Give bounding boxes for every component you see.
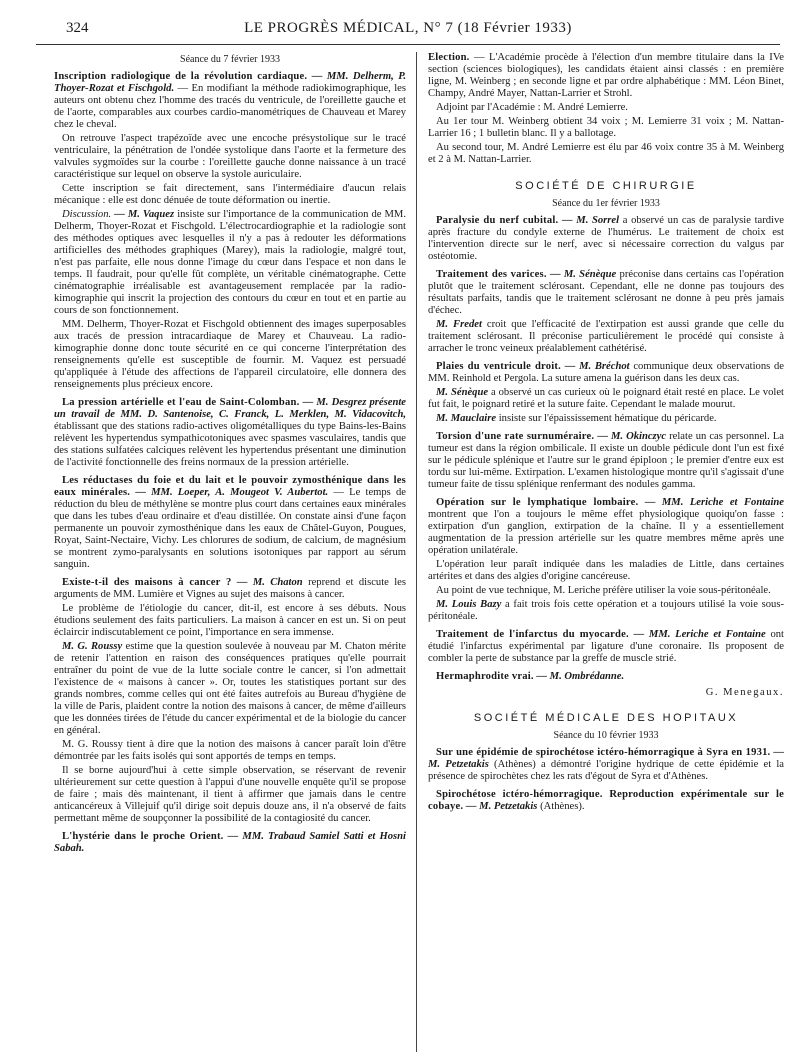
article-text: relate un cas personnel. La tumeur est dans la région ombilicale. Il existe un double pédicule dont l'un est fixé sur le pédicule splénique et l'autre sur le grand épiploon ; le premier d'entre eux est tordu sur lui-même. Extirpation. L'examen histologique montre qu'il s'agissait d'une tumeur faite de tissu splénique renfermant des nodules gamma. xyxy=(428,431,784,490)
paragraph-author: M. Louis Bazy xyxy=(436,599,502,610)
paragraph-author: M. G. Roussy xyxy=(62,641,123,652)
article-authors: — MM. Delherm, P. Thoyer-Rozat et Fischgold. xyxy=(54,71,406,94)
article-authors: — M. Desgrez présente un travail de MM. D. Santenoise, C. Franck, L. Merklen, M. Vidacovitch, xyxy=(54,397,406,420)
left-column xyxy=(54,52,406,1057)
paragraph: MM. Delherm, Thoyer-Rozat et Fischgold obtiennent des images superposables aux tracés de pression intracardiaque de Marey et Chauveau. La radio-kimographie donne donc toute sécurité en ce qui concerne l'interprétation des renseignements qu'elle est susceptible de fournir. M. Vaquez est persuadé qu'appliquée à l'étude des affections de l'appareil circulatoire, elle donnera des renseignements plus précieux encore. xyxy=(54,319,406,390)
article-title: Election. xyxy=(428,52,470,63)
article-spirochetose-syra xyxy=(428,747,784,783)
session-date: Séance du 7 février 1933 xyxy=(180,54,280,65)
paragraph: Au second tour, M. André Lemierre est élu par 46 voix contre 35 à M. Weinberg et 2 à M. Nattan-Larrier. xyxy=(428,142,784,165)
paragraph xyxy=(428,319,784,355)
page-header xyxy=(36,16,780,45)
article-text: ont étudié l'infarctus expérimental par ligature d'une coronaire. Ils proposent de combler la perte de substance par la greffe de muscle strié. xyxy=(428,629,784,664)
article-authors: — MM. Leriche et Fontaine xyxy=(633,629,766,640)
article-text: — En modifiant la méthode radiokimographique, les auteurs ont obtenu chez l'homme des tracés du ventricule, de l'oreillette gauche et de l'aorte, comparables aux courbes cardio-manométriques de Chauveau et Marey chez le cheval. xyxy=(54,83,406,130)
article-text: établissant que des stations radio-actives oligométalliques du type Bains-les-Bains relèvent les hypertendus sympathicotoniques avec spasmes vasculaires, tandis que des stations sulfatées calciques relèvent les hypertendus présentant une diminution de l'activité fonctionnelle des freins normaux de la pression artérielle. xyxy=(54,421,406,468)
paragraph-text: insiste sur l'épaississement hématique du péricarde. xyxy=(498,413,717,424)
paragraph-text: croit que l'efficacité de l'extirpation est aussi grande que celle du traitement sclérosant. Il préconise particulièrement le procédé qui consiste à arracher le tronc veineux préalablement cathétérisé. xyxy=(428,319,784,354)
article-title: Paralysie du nerf cubital. xyxy=(436,215,559,226)
article-authors: — MM. Leriche et Fontaine xyxy=(644,497,784,508)
paragraph-author: M. Fredet xyxy=(436,319,482,330)
article-title: Torsion d'une rate surnuméraire. xyxy=(436,431,595,442)
page-number: 324 xyxy=(66,20,89,36)
signature: G. Menegaux. xyxy=(705,687,784,698)
article-authors: — M. Petzetakis xyxy=(465,801,538,812)
article-text: — L'Académie procède à l'élection d'un membre titulaire dans la IVe section (sciences biologiques), les candidats étaient ainsi classés : en première ligne, M. Weinberg ; en seconde ligne et par ordre alphabétique : MM. Léon Binet, Champy, André Mayer, Nattan-Larrier et Strohl. xyxy=(428,52,784,99)
article-varices xyxy=(428,269,784,317)
paragraph-text: a observé un cas curieux où le poignard était resté en place. Le volet fut fait, le poignard retiré et la suture faite. Cependant le malade mourut. xyxy=(428,387,784,410)
article-lymphatique xyxy=(428,497,784,557)
article-title: Inscription radiologique de la révolution cardiaque. xyxy=(54,71,308,82)
article-title: Spirochétose ictéro-hémorragique. Reproduction expérimentale sur le cobaye. xyxy=(428,789,784,812)
article-spirochetose-cobaye xyxy=(428,789,784,813)
article-title: La pression artérielle et l'eau de Saint-Colomban. xyxy=(62,397,300,408)
article-torsion-rate xyxy=(428,431,784,491)
paragraph: Au point de vue technique, M. Leriche préfère utiliser la voie sous-péritonéale. xyxy=(436,585,771,596)
paragraph xyxy=(54,641,406,737)
article-plaies-ventricule xyxy=(428,361,784,385)
paragraph xyxy=(428,387,784,411)
article-title: L'hystérie dans le proche Orient. xyxy=(62,831,224,842)
article-text: reprend et discute les arguments de MM. Lumière et Vignes au sujet des maisons à cancer. xyxy=(54,577,406,600)
article-hysterie xyxy=(54,831,406,855)
paragraph-text: a fait trois fois cette opération et a toujours utilisé la voie sous-péritonéale. xyxy=(428,599,784,622)
discussion xyxy=(54,209,406,317)
article-text: (Athènes). xyxy=(540,801,585,812)
article-authors: — M. Sénèque xyxy=(549,269,617,280)
article-election xyxy=(428,52,784,100)
discussion-author: — M. Vaquez xyxy=(114,209,175,220)
paragraph-author: M. Mauclaire xyxy=(436,413,497,424)
article-authors: — M. Chaton xyxy=(236,577,303,588)
article-maisons-cancer xyxy=(54,577,406,601)
section-heading-hopitaux: SOCIÉTÉ MÉDICALE DES HOPITAUX xyxy=(473,712,739,724)
article-authors: — M. Sorrel xyxy=(562,215,620,226)
section-heading-chirurgie: SOCIÉTÉ DE CHIRURGIE xyxy=(515,180,697,192)
article-title: Traitement des varices. xyxy=(436,269,547,280)
article-title: Les réductases du foie et du lait et le pouvoir zymosthénique dans les eaux minérales. xyxy=(54,475,406,498)
column-divider xyxy=(416,52,417,1052)
article-authors: — M. Okinczyc xyxy=(597,431,667,442)
right-column xyxy=(428,52,784,1057)
paragraph xyxy=(428,413,784,425)
article-title: Sur une épidémie de spirochétose ictéro-hémorragique à Syra en 1931. xyxy=(436,747,771,758)
article-authors: — M. Petzetakis xyxy=(428,747,784,770)
paragraph: Le problème de l'étiologie du cancer, dit-il, est encore à ses débuts. Nous étudions seulement des faits particuliers. La maison à cancer en est un. Si on peut éclaircir indiscutablement ce point, l'importance en sera immense. xyxy=(54,603,406,638)
article-authors: — M. Bréchot xyxy=(564,361,630,372)
article-text: — Le temps de réduction du bleu de méthylène se montre plus court dans certaines eaux minérales que dans les tubes d'eau ordinaire et d'eau distillée. On constate ainsi d'une façon permanente un pouvoir zymosthénique dans les eaux de Châtel-Guyon, Pougues, Royat, Saint-Nectaire, Vichy. Les chlorures de sodium, de calcium, de magnésium se montrent zymo-paralysants en solutions isotoniques par rapport au sérum sanguin. xyxy=(54,487,406,570)
session-date: Séance du 10 février 1933 xyxy=(553,730,659,741)
session-date: Séance du 1er février 1933 xyxy=(552,198,660,209)
article-text: préconise dans certains cas l'opération plutôt que le traitement sclérosant. Cependant, elle ne donne pas toujours des résultats parfaits, tandis que le traitement sclérosant ne donne à peu près jamais d'échec. xyxy=(428,269,784,316)
paragraph xyxy=(428,599,784,623)
article-authors: — MM. Trabaud Samiel Satti et Hosni Sabah. xyxy=(54,831,406,854)
article-title: Existe-t-il des maisons à cancer ? xyxy=(62,577,232,588)
article-saint-colomban xyxy=(54,397,406,469)
article-title: Traitement de l'infarctus du myocarde. xyxy=(436,629,629,640)
article-text: (Athènes) a démontré l'origine hydrique de cette épidémie et la présence de spirochètes chez les rats d'égout de Syra et d'Athènes. xyxy=(428,759,784,782)
paragraph: M. G. Roussy tient à dire que la notion des maisons à cancer paraît loin d'être démontrée par les faits isolés qui sont apportés de temps en temps. xyxy=(54,739,406,762)
article-radiologique xyxy=(54,71,406,131)
paragraph: Il se borne aujourd'hui à cette simple observation, se réservant de revenir ultérieurement sur cette question à l'appui d'une nouvelle enquête qu'il se propose de faire ; mais dès maintenant, il tient à affirmer que jamais dans le centre anticancéreux à Villejuif qu'il dirige soit depuis douze ans, il n'a observé de faits permettant même de soupçonner la possibilité de la contagiosité du cancer. xyxy=(54,765,406,824)
article-infarctus xyxy=(428,629,784,665)
article-text: a observé un cas de paralysie tardive après fracture du condyle externe de l'humérus. Le traitement de choix est l'intervention directe sur le nerf, avec si nécessaire correction du valgus par ostéotomie. xyxy=(428,215,784,262)
discussion-text: insiste sur l'importance de la communication de MM. Delherm, Thoyer-Rozat et Fischgold. L'électrocardiographie et la radiologie sont des méthodes optiques avec lesquelles il n'y a pas à redouter les déformations artificielles des méthodes graphiques (Marey), mais la radiologie, malgré tout, n'est pas parfaite, elle nous donne l'image du cœur dans l'espace et non dans le temps. Il faudrait, pour qu'elle fût complète, un véritable cinématographe. Cette cinématographie irréalisable est avantageusement remplacée par la radio-kimographie qui inscrit la projection des contours du cœur en tout et en partie au cours de son fonctionnement. xyxy=(54,209,406,316)
paragraph: L'opération leur paraît indiquée dans les maladies de Little, dans certaines artérites et dans des algies d'origine cancéreuse. xyxy=(428,559,784,582)
article-text: communique deux observations de MM. Reinhold et Pergola. La suture amena la guérison dans les deux cas. xyxy=(428,361,784,384)
article-text: montrent que l'on a toujours le même effet physiologique quoiqu'on fasse : extirpation d'un ganglion, extirpation de la chaîne. Il y a essentiellement augmentation de la pression artérielle sur les quatre membres même après une opération unilatérale. xyxy=(428,509,784,556)
paragraph: Au 1er tour M. Weinberg obtient 34 voix ; M. Lemierre 31 voix ; M. Nattan-Larrier 16 ; 1 bulletin blanc. Il y a ballotage. xyxy=(428,116,784,139)
paragraph: Cette inscription se fait directement, sans l'intermédiaire d'aucun relais mécanique : elle est donc dénuée de toute déformation ou inertie. xyxy=(54,183,406,206)
paragraph-text: estime que la question soulevée à nouveau par M. Chaton mérite de retenir l'attention en raison des conséquences pratiques qu'elle pourrait entraîner du point de vue de la lutte sociale contre le cancer, si l'on admettait l'existence de « maisons à cancer ». Or, toutes les statistiques portant sur des grands nombres, comme celles qui ont été faites autrefois au Bureau d'hygiène de la ville de Paris, plaident contre la notion des maisons à cancer, de même d'ailleurs que les données tirées de l'étude du cancer expérimental et de la biologie du cancer en général. xyxy=(54,641,406,736)
article-paralysie xyxy=(428,215,784,263)
article-title: Hermaphrodite vrai. xyxy=(436,671,534,682)
article-title: Opération sur le lymphatique lombaire. xyxy=(436,497,639,508)
journal-title: LE PROGRÈS MÉDICAL, N° 7 (18 Février 1933) xyxy=(244,20,572,36)
paragraph: Adjoint par l'Académie : M. André Lemierre. xyxy=(436,102,628,113)
paragraph: On retrouve l'aspect trapézoïde avec une encoche présystolique sur le tracé ventriculaire, la pénétration de l'ondée systolique dans l'aorte et la fermeture des valvules sygmoïdes sur la courbe : l'oreillette gauche donne naissance à un tracé caractéristique sur lequel on observe la systole auriculaire. xyxy=(54,133,406,180)
article-title: Plaies du ventricule droit. xyxy=(436,361,561,372)
discussion-label: Discussion. xyxy=(62,209,112,220)
article-authors: — M. Ombrédanne. xyxy=(536,671,625,682)
article-authors: — MM. Loeper, A. Mougeot V. Aubertot. xyxy=(135,487,329,498)
paragraph-author: M. Sénèque xyxy=(436,387,489,398)
article-hermaphrodite xyxy=(428,671,784,683)
article-reductases xyxy=(54,475,406,571)
